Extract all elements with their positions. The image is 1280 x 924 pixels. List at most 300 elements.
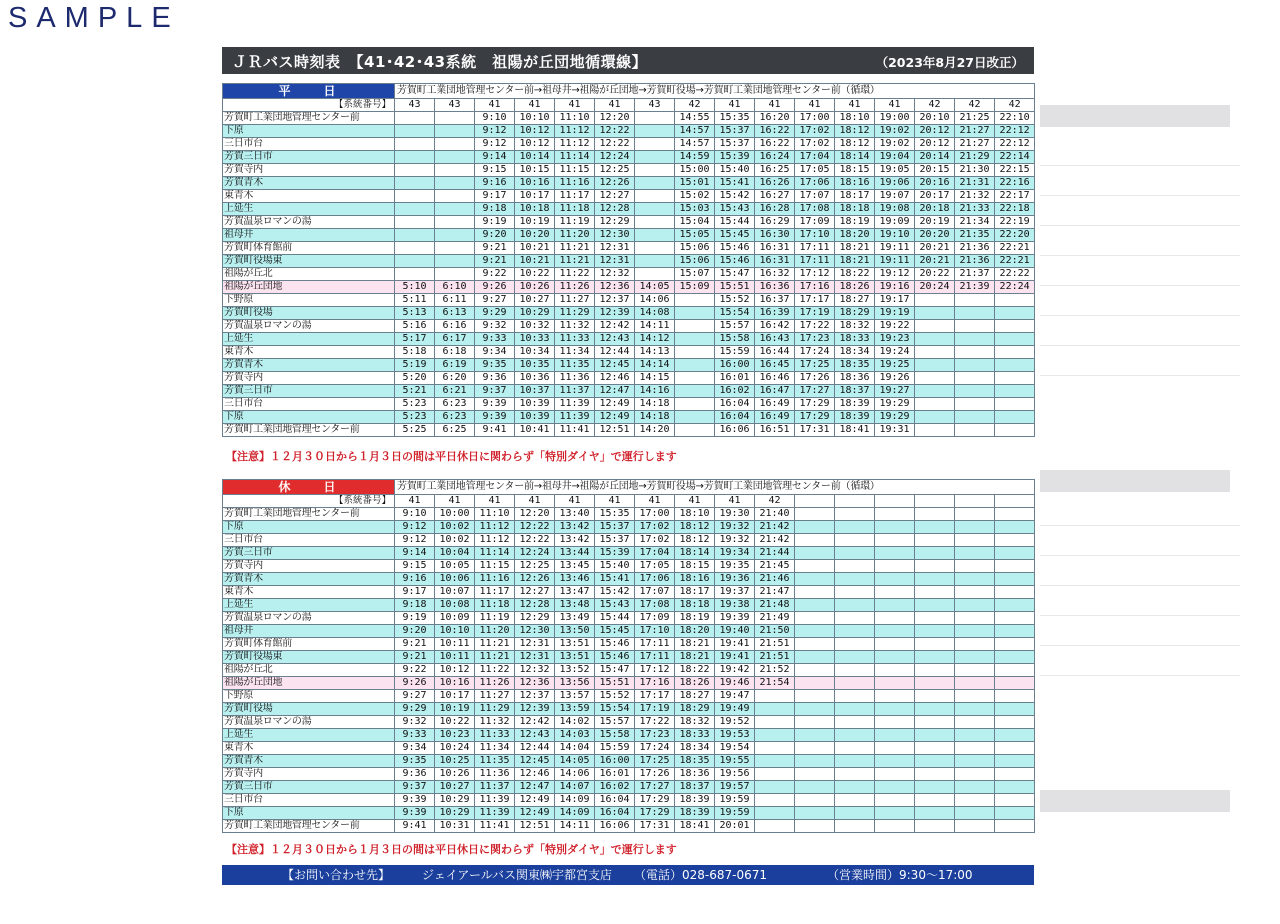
departure-time-cell: 12:51 [515,820,555,833]
departure-time-cell: 17:19 [635,703,675,716]
departure-time-cell: 18:12 [835,125,875,138]
system-number-cell: 42 [915,99,955,112]
departure-time-cell: 9:32 [475,320,515,333]
departure-time-cell: 18:14 [675,547,715,560]
departure-time-cell: 14:18 [635,398,675,411]
departure-time-cell [795,794,835,807]
departure-time-cell: 18:14 [835,151,875,164]
departure-time-cell: 15:37 [715,125,755,138]
departure-time-cell: 15:58 [595,729,635,742]
departure-time-cell: 9:15 [475,164,515,177]
stop-name: 芳賀三日市 [223,385,395,398]
departure-time-cell: 21:34 [955,216,995,229]
departure-time-cell [995,807,1035,820]
stop-name: 下原 [223,125,395,138]
departure-time-cell: 19:00 [875,112,915,125]
departure-time-cell [435,164,475,177]
system-number-cell: 41 [515,99,555,112]
departure-time-cell: 6:13 [435,307,475,320]
departure-time-cell [995,560,1035,573]
departure-time-cell: 16:06 [715,424,755,437]
departure-time-cell: 16:32 [755,268,795,281]
departure-time-cell [955,398,995,411]
departure-time-cell [995,716,1035,729]
stop-name: 祖母井 [223,625,395,638]
departure-time-cell [995,768,1035,781]
holiday-stop-row [223,794,1035,807]
system-number-cell: 41 [715,495,755,508]
departure-time-cell: 11:26 [475,677,515,690]
holiday-stop-row [223,807,1035,820]
departure-time-cell [915,638,955,651]
system-number-cell: 41 [595,495,635,508]
departure-time-cell [995,320,1035,333]
departure-time-cell: 9:17 [395,586,435,599]
system-number-cell [955,495,995,508]
departure-time-cell: 22:24 [995,281,1035,294]
departure-time-cell [955,612,995,625]
departure-time-cell: 19:40 [715,625,755,638]
departure-time-cell: 5:23 [395,411,435,424]
departure-time-cell: 10:12 [435,664,475,677]
departure-time-cell [635,164,675,177]
stop-name: 下原 [223,521,395,534]
system-number-cell [795,495,835,508]
departure-time-cell: 11:29 [475,703,515,716]
departure-time-cell: 19:38 [715,599,755,612]
departure-time-cell [955,690,995,703]
departure-time-cell [955,651,995,664]
departure-time-cell: 11:15 [475,560,515,573]
departure-time-cell: 22:19 [995,216,1035,229]
departure-time-cell: 12:25 [515,560,555,573]
departure-time-cell [955,560,995,573]
departure-time-cell: 18:39 [675,807,715,820]
departure-time-cell: 12:24 [515,547,555,560]
departure-time-cell: 12:36 [595,281,635,294]
departure-time-cell [795,534,835,547]
stop-name: 芳賀温泉ロマンの湯 [223,716,395,729]
departure-time-cell: 21:51 [755,651,795,664]
stop-name: 東青木 [223,346,395,359]
departure-time-cell [915,586,955,599]
departure-time-cell: 12:20 [515,508,555,521]
departure-time-cell [915,651,955,664]
departure-time-cell: 16:01 [715,372,755,385]
departure-time-cell [915,359,955,372]
departure-time-cell: 22:17 [995,190,1035,203]
departure-time-cell: 15:51 [715,281,755,294]
departure-time-cell: 11:35 [475,755,515,768]
departure-time-cell [435,203,475,216]
departure-time-cell: 17:27 [795,385,835,398]
departure-time-cell [955,333,995,346]
departure-time-cell: 9:39 [475,398,515,411]
departure-time-cell: 19:25 [875,359,915,372]
departure-time-cell: 17:06 [795,177,835,190]
stop-name: 芳賀町工業団地管理センター前 [223,508,395,521]
stop-name: 祖母井 [223,229,395,242]
departure-time-cell: 15:04 [675,216,715,229]
departure-time-cell [395,164,435,177]
departure-time-cell: 18:27 [835,294,875,307]
departure-time-cell: 17:04 [795,151,835,164]
departure-time-cell: 20:20 [915,229,955,242]
system-number-label: 【系統番号】 [223,495,395,508]
departure-time-cell [795,703,835,716]
system-number-cell: 42 [675,99,715,112]
departure-time-cell [675,320,715,333]
departure-time-cell: 19:36 [715,573,755,586]
stop-name: 芳賀温泉ロマンの湯 [223,216,395,229]
departure-time-cell: 9:16 [475,177,515,190]
departure-time-cell: 22:12 [995,125,1035,138]
departure-time-cell: 15:58 [715,333,755,346]
departure-time-cell: 20:15 [915,164,955,177]
departure-time-cell: 22:22 [995,268,1035,281]
departure-time-cell [635,151,675,164]
departure-time-cell: 15:01 [675,177,715,190]
stop-name: 東青木 [223,190,395,203]
departure-time-cell: 12:45 [595,359,635,372]
departure-time-cell: 19:29 [875,411,915,424]
departure-time-cell [915,560,955,573]
departure-time-cell: 22:10 [995,112,1035,125]
departure-time-cell: 16:45 [755,359,795,372]
departure-time-cell [955,294,995,307]
departure-time-cell [435,177,475,190]
departure-time-cell: 14:59 [675,151,715,164]
stop-name: 上延生 [223,203,395,216]
departure-time-cell: 11:39 [555,411,595,424]
stop-name: 芳賀温泉ロマンの湯 [223,320,395,333]
departure-time-cell: 14:20 [635,424,675,437]
departure-time-cell: 9:12 [475,138,515,151]
departure-time-cell: 14:55 [675,112,715,125]
departure-time-cell [995,638,1035,651]
departure-time-cell [955,385,995,398]
holiday-timetable [222,479,1035,833]
weekday-stop-row [223,398,1035,411]
departure-time-cell [955,359,995,372]
departure-time-cell: 9:22 [395,664,435,677]
holiday-stop-row [223,729,1035,742]
departure-time-cell: 16:01 [595,768,635,781]
departure-time-cell: 12:22 [595,138,635,151]
holiday-stop-row [223,508,1035,521]
departure-time-cell: 16:26 [755,177,795,190]
departure-time-cell: 13:49 [555,612,595,625]
departure-time-cell: 9:39 [475,411,515,424]
departure-time-cell: 21:25 [955,112,995,125]
departure-time-cell: 16:37 [755,294,795,307]
departure-time-cell: 21:31 [955,177,995,190]
stop-name: 下原 [223,411,395,424]
departure-time-cell [835,703,875,716]
weekday-stop-row [223,229,1035,242]
departure-time-cell: 19:27 [875,385,915,398]
departure-time-cell: 15:51 [595,677,635,690]
system-number-cell: 41 [555,495,595,508]
departure-time-cell [915,508,955,521]
departure-time-cell [795,560,835,573]
departure-time-cell: 22:15 [995,164,1035,177]
departure-time-cell: 18:16 [835,177,875,190]
departure-time-cell: 11:33 [555,333,595,346]
departure-time-cell [995,755,1035,768]
departure-time-cell [395,229,435,242]
departure-time-cell [835,534,875,547]
system-number-cell: 41 [875,99,915,112]
departure-time-cell: 10:23 [435,729,475,742]
stop-name: 芳賀寺内 [223,372,395,385]
departure-time-cell: 18:26 [675,677,715,690]
departure-time-cell [995,690,1035,703]
departure-time-cell: 12:47 [595,385,635,398]
holiday-stop-row [223,573,1035,586]
departure-time-cell [795,651,835,664]
weekday-stop-row [223,255,1035,268]
departure-time-cell: 16:49 [755,411,795,424]
departure-time-cell [795,690,835,703]
departure-time-cell: 16:04 [595,794,635,807]
departure-time-cell: 14:06 [555,768,595,781]
departure-time-cell: 17:09 [635,612,675,625]
contact-footer [222,865,1034,885]
departure-time-cell: 6:19 [435,359,475,372]
departure-time-cell: 19:16 [875,281,915,294]
holiday-stop-row [223,599,1035,612]
departure-time-cell: 9:41 [395,820,435,833]
stop-name: 芳賀温泉ロマンの湯 [223,612,395,625]
stop-name: 下野原 [223,690,395,703]
departure-time-cell: 12:49 [595,411,635,424]
departure-time-cell: 6:10 [435,281,475,294]
departure-time-cell: 16:22 [755,138,795,151]
stop-name: 芳賀青木 [223,177,395,190]
stop-name: 芳賀寺内 [223,768,395,781]
departure-time-cell [835,573,875,586]
departure-time-cell [995,651,1035,664]
departure-time-cell [835,521,875,534]
departure-time-cell: 19:54 [715,742,755,755]
departure-time-cell [915,385,955,398]
departure-time-cell: 22:20 [995,229,1035,242]
holiday-stop-row [223,664,1035,677]
departure-time-cell: 16:27 [755,190,795,203]
departure-time-cell [675,346,715,359]
weekday-stop-row [223,281,1035,294]
departure-time-cell: 12:29 [515,612,555,625]
departure-time-cell [835,794,875,807]
departure-time-cell: 17:22 [635,716,675,729]
departure-time-cell: 16:49 [755,398,795,411]
departure-time-cell: 12:30 [515,625,555,638]
departure-time-cell: 17:17 [635,690,675,703]
departure-time-cell: 15:41 [595,573,635,586]
departure-time-cell [675,294,715,307]
departure-time-cell: 10:15 [515,164,555,177]
departure-time-cell [795,586,835,599]
stop-name: 芳賀三日市 [223,781,395,794]
system-number-cell [915,495,955,508]
departure-time-cell: 12:44 [595,346,635,359]
departure-time-cell [875,664,915,677]
departure-time-cell: 6:11 [435,294,475,307]
departure-time-cell [835,625,875,638]
system-number-cell: 41 [795,99,835,112]
departure-time-cell [835,690,875,703]
departure-time-cell [835,755,875,768]
departure-time-cell: 12:39 [595,307,635,320]
departure-time-cell [995,424,1035,437]
departure-time-cell: 15:44 [715,216,755,229]
departure-time-cell: 10:10 [515,112,555,125]
departure-time-cell: 9:15 [395,560,435,573]
departure-time-cell [995,307,1035,320]
departure-time-cell: 11:34 [555,346,595,359]
departure-time-cell: 5:11 [395,294,435,307]
weekday-stop-row [223,359,1035,372]
departure-time-cell: 19:29 [875,398,915,411]
departure-time-cell: 9:21 [475,242,515,255]
departure-time-cell: 17:09 [795,216,835,229]
departure-time-cell [875,703,915,716]
departure-time-cell: 10:12 [515,138,555,151]
departure-time-cell: 11:21 [475,651,515,664]
departure-time-cell [755,703,795,716]
holiday-stop-row [223,547,1035,560]
holiday-stop-row [223,677,1035,690]
holiday-stop-row [223,768,1035,781]
departure-time-cell: 10:41 [515,424,555,437]
departure-time-cell [875,729,915,742]
departure-time-cell [835,820,875,833]
departure-time-cell [635,229,675,242]
departure-time-cell [795,547,835,560]
departure-time-cell: 15:06 [675,242,715,255]
departure-time-cell: 12:37 [515,690,555,703]
departure-time-cell: 20:17 [915,190,955,203]
departure-time-cell [875,599,915,612]
system-number-cell: 41 [435,495,475,508]
departure-time-cell: 10:20 [515,229,555,242]
departure-time-cell: 9:16 [395,573,435,586]
departure-time-cell [795,807,835,820]
departure-time-cell: 18:39 [835,411,875,424]
departure-time-cell: 9:20 [475,229,515,242]
departure-time-cell: 19:12 [875,268,915,281]
departure-time-cell: 17:11 [795,242,835,255]
departure-time-cell: 11:41 [555,424,595,437]
stop-name: 芳賀町体育館前 [223,242,395,255]
departure-time-cell: 15:47 [595,664,635,677]
system-number-cell: 41 [715,99,755,112]
departure-time-cell: 21:30 [955,164,995,177]
departure-time-cell [915,398,955,411]
departure-time-cell: 19:41 [715,651,755,664]
departure-time-cell [915,768,955,781]
stop-name: 芳賀町役場東 [223,255,395,268]
departure-time-cell: 15:45 [715,229,755,242]
departure-time-cell: 21:39 [955,281,995,294]
departure-time-cell [755,807,795,820]
departure-time-cell [955,664,995,677]
contact-label: 【お問い合わせ先】 [282,868,391,882]
system-number-cell [995,495,1035,508]
departure-time-cell [915,307,955,320]
departure-time-cell [755,755,795,768]
stop-name: 東青木 [223,742,395,755]
departure-time-cell: 10:04 [435,547,475,560]
departure-time-cell: 12:22 [595,125,635,138]
departure-time-cell: 11:21 [555,255,595,268]
departure-time-cell [995,294,1035,307]
departure-time-cell [995,794,1035,807]
departure-time-cell: 14:12 [635,333,675,346]
departure-time-cell: 9:18 [395,599,435,612]
departure-time-cell: 18:34 [675,742,715,755]
departure-time-cell: 21:35 [955,229,995,242]
departure-time-cell: 5:17 [395,333,435,346]
departure-time-cell: 19:42 [715,664,755,677]
stop-name: 三日市台 [223,794,395,807]
departure-time-cell: 19:11 [875,255,915,268]
departure-time-cell: 11:37 [475,781,515,794]
departure-time-cell: 17:12 [635,664,675,677]
departure-time-cell: 9:34 [475,346,515,359]
departure-time-cell: 12:43 [595,333,635,346]
timetable-title-bar [222,47,1034,74]
departure-time-cell [795,768,835,781]
departure-time-cell: 10:11 [435,638,475,651]
departure-time-cell: 5:18 [395,346,435,359]
departure-time-cell: 18:35 [675,755,715,768]
departure-time-cell: 6:16 [435,320,475,333]
departure-time-cell: 15:43 [595,599,635,612]
departure-time-cell [835,651,875,664]
departure-time-cell: 16:00 [715,359,755,372]
departure-time-cell [875,573,915,586]
departure-time-cell: 18:37 [675,781,715,794]
departure-time-cell [675,333,715,346]
weekday-stop-row [223,333,1035,346]
system-number-cell: 42 [755,495,795,508]
departure-time-cell [435,242,475,255]
departure-time-cell: 12:36 [515,677,555,690]
departure-time-cell: 18:32 [675,716,715,729]
departure-time-cell: 16:02 [595,781,635,794]
departure-time-cell [995,508,1035,521]
system-number-cell: 41 [675,495,715,508]
departure-time-cell: 9:10 [395,508,435,521]
departure-time-cell: 11:10 [475,508,515,521]
departure-time-cell [875,690,915,703]
stop-name: 芳賀町工業団地管理センター前 [223,112,395,125]
departure-time-cell: 17:11 [635,651,675,664]
departure-time-cell [875,651,915,664]
departure-time-cell: 10:17 [435,690,475,703]
system-number-cell [875,495,915,508]
departure-time-cell: 21:36 [955,242,995,255]
departure-time-cell [835,638,875,651]
departure-time-cell: 9:20 [395,625,435,638]
departure-time-cell: 9:39 [395,794,435,807]
departure-time-cell: 17:11 [635,638,675,651]
departure-time-cell: 11:34 [475,742,515,755]
stop-name: 祖陽が丘北 [223,268,395,281]
departure-time-cell: 20:14 [915,151,955,164]
